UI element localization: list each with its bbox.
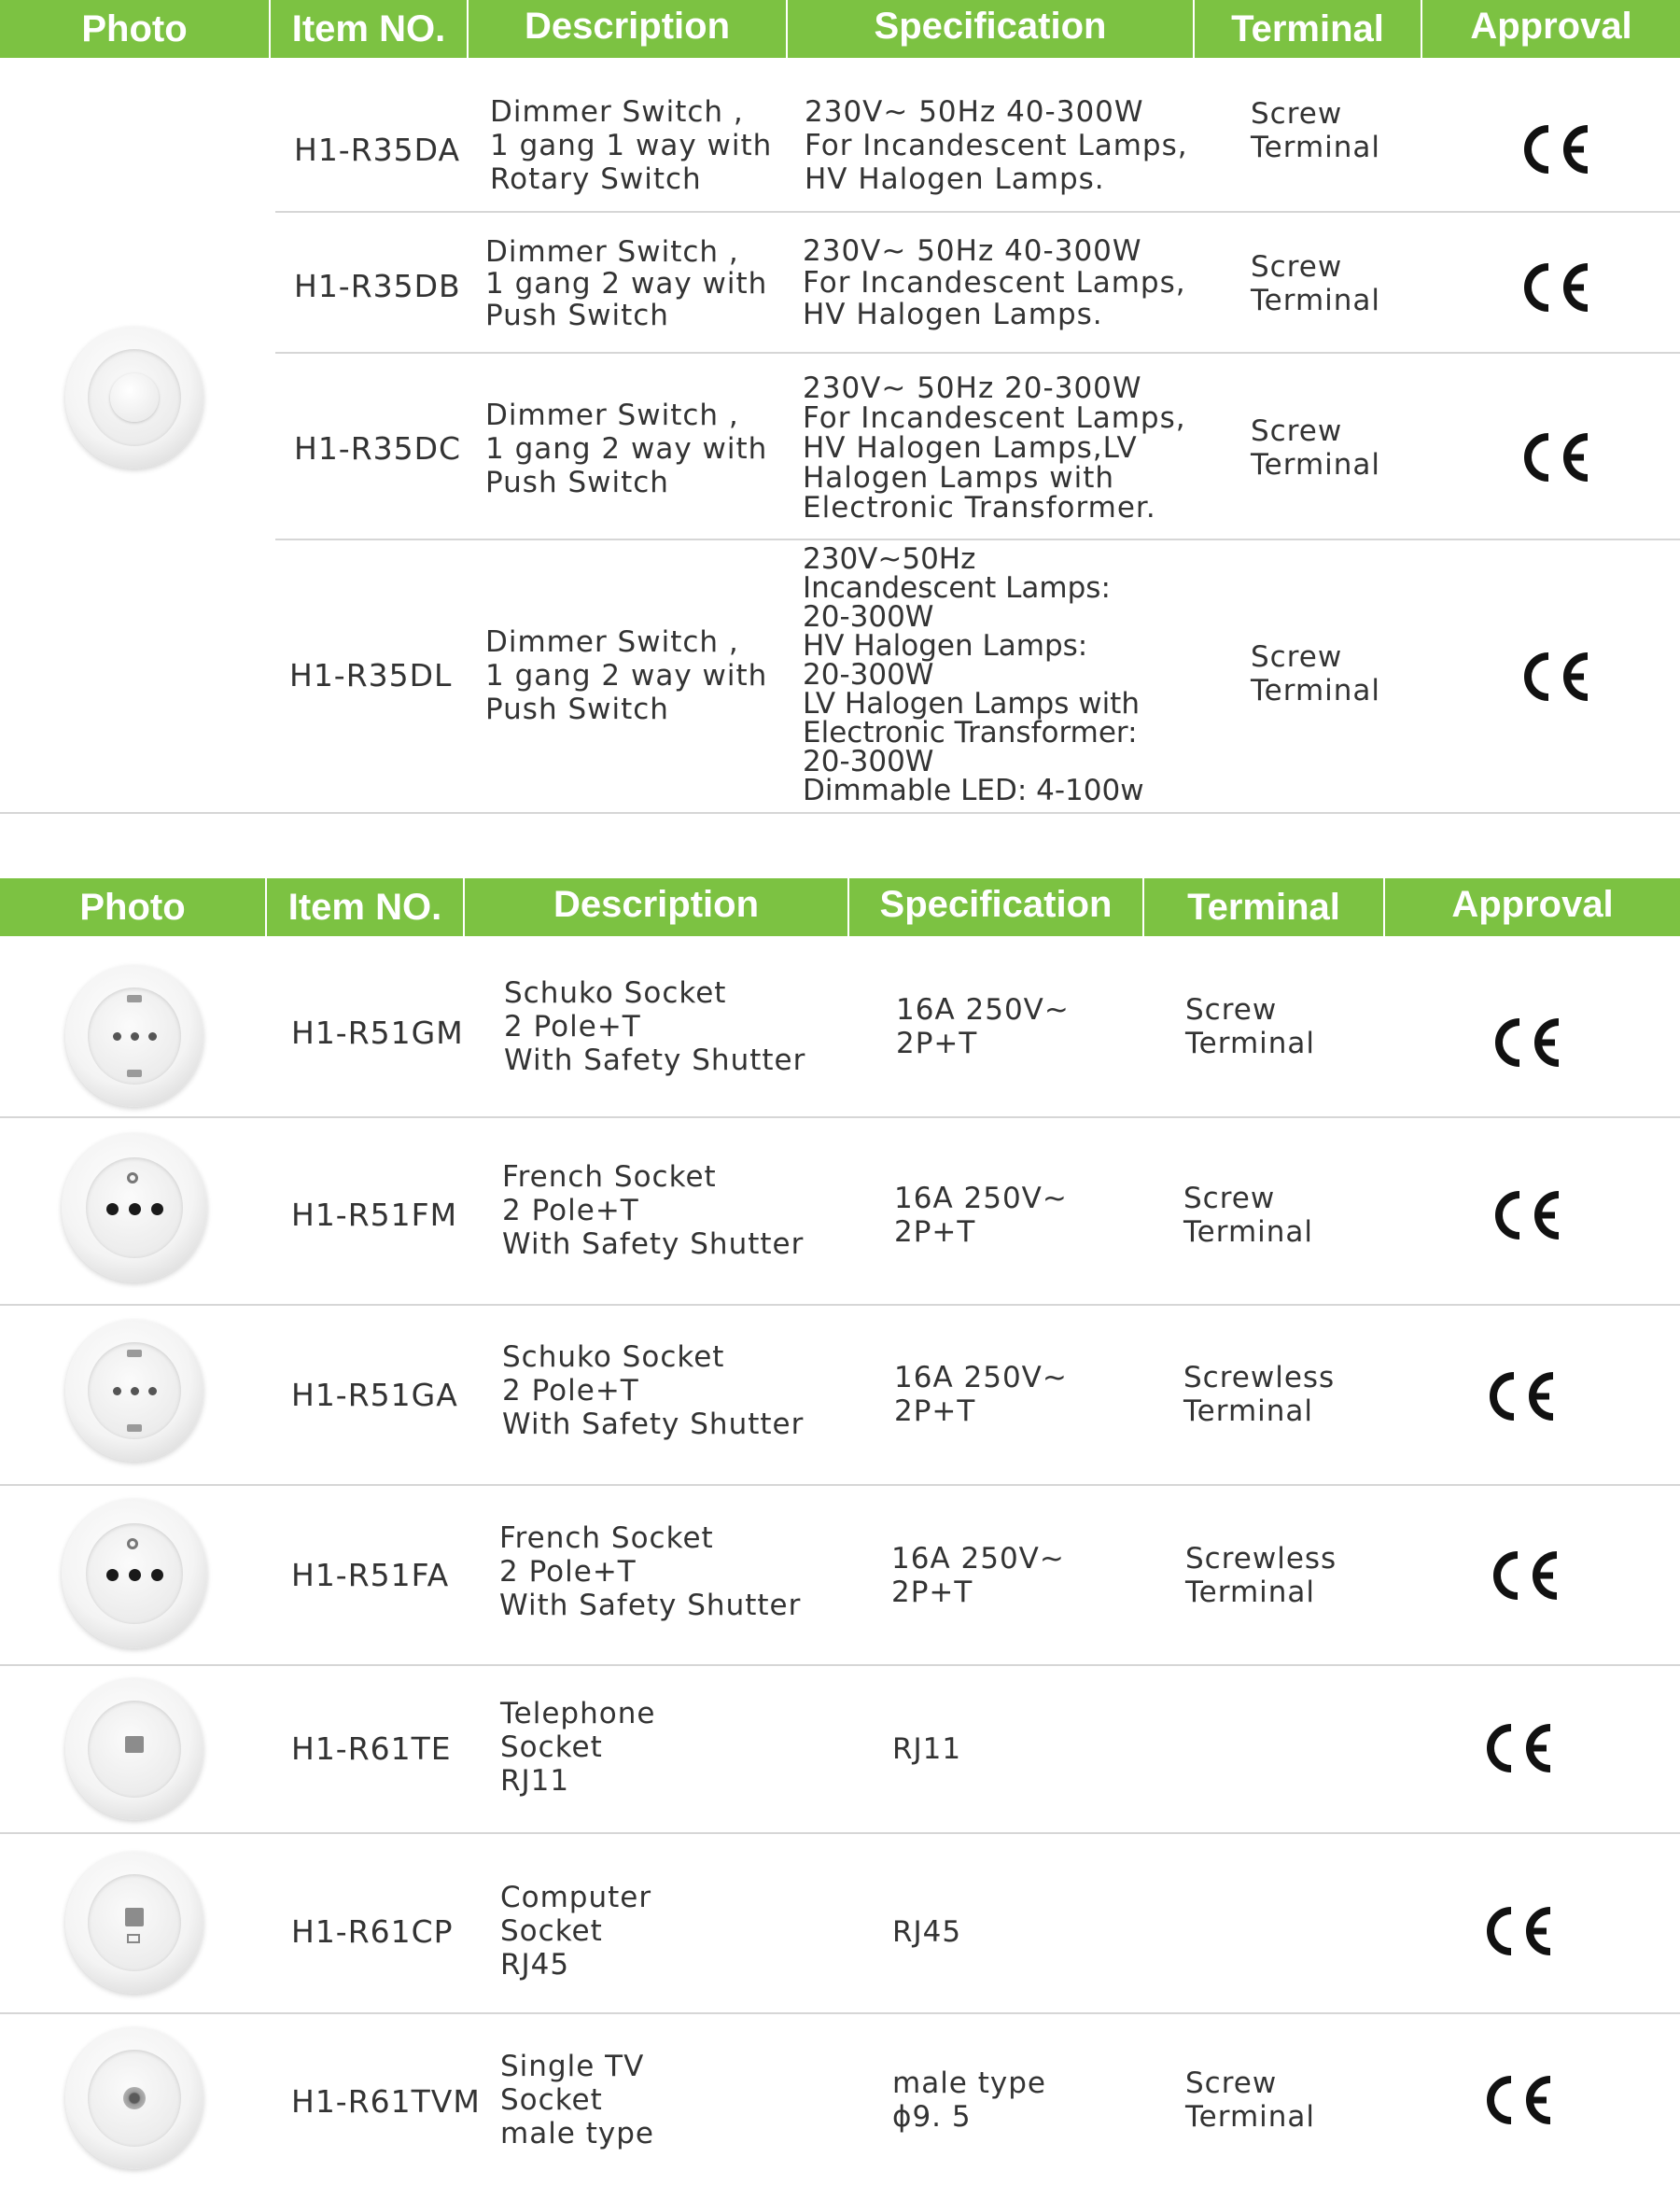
header-bar-top — [0, 0, 1680, 58]
item-number: H1-R51GA — [291, 1377, 458, 1413]
item-number: H1-R51FM — [291, 1197, 458, 1233]
pin-hole — [148, 1387, 157, 1395]
item-number: H1-R35DC — [294, 430, 462, 467]
terminal: Screw Terminal — [1251, 640, 1381, 707]
socket-face — [88, 987, 181, 1085]
item-number: H1-R35DL — [289, 657, 453, 693]
socket-face — [86, 1157, 183, 1258]
terminal: Screw Terminal — [1251, 414, 1381, 482]
tv-socket-photo — [65, 2027, 203, 2169]
terminal: Screwless Terminal — [1183, 1361, 1336, 1428]
pin-hole — [151, 1203, 163, 1215]
description: Dimmer Switch , 1 gang 2 way with Push Switch — [485, 399, 768, 499]
header-description: Description — [524, 6, 731, 47]
schuko-socket-photo — [65, 1320, 203, 1462]
item-number: H1-R51GM — [291, 1015, 464, 1051]
knob-center — [110, 373, 159, 422]
description: French Socket 2 Pole+T With Safety Shutter — [502, 1160, 805, 1261]
ce-mark-icon — [1488, 1187, 1562, 1243]
schuko-socket-photo — [65, 965, 203, 1107]
terminal: Screw Terminal — [1185, 2066, 1316, 2134]
ce-mark-icon — [1486, 1548, 1561, 1604]
header-approval: Approval — [1451, 884, 1614, 925]
french-socket-photo — [62, 1133, 207, 1282]
row-divider — [275, 352, 1680, 354]
row-divider — [275, 211, 1680, 213]
pin-hole — [129, 1569, 141, 1581]
header-item-no: Item NO. — [287, 887, 442, 928]
socket-face — [86, 1523, 183, 1624]
specification: 230V~50Hz Incandescent Lamps: 20-300W HV Halogen Lamps: 20-300W LV Halogen Lamps with Electronic Transformer: 20-300W Dimmable LED: 4-100w — [803, 542, 1144, 807]
pin-hole — [106, 1569, 119, 1581]
socket-face — [88, 1874, 181, 1971]
ce-mark-icon — [1517, 259, 1591, 315]
earth-clip — [127, 1424, 142, 1432]
earth-pin — [127, 1538, 138, 1549]
pin-hole — [131, 1387, 139, 1395]
specification: 230V~ 50Hz 40-300W For Incandescent Lamps, HV Halogen Lamps. — [803, 234, 1186, 331]
earth-clip — [127, 1070, 142, 1077]
description: Dimmer Switch , 1 gang 1 way with Rotary Switch — [490, 95, 773, 196]
french-socket-photo — [62, 1499, 207, 1648]
computer-icon — [127, 1934, 140, 1943]
header-bar-bottom — [0, 878, 1680, 936]
terminal: Screw Terminal — [1251, 250, 1381, 317]
ce-mark-icon — [1488, 1015, 1562, 1071]
description: French Socket 2 Pole+T With Safety Shutter — [499, 1521, 802, 1622]
earth-clip — [127, 995, 142, 1002]
item-number: H1-R35DA — [294, 132, 461, 168]
description: Telephone Socket RJ11 — [500, 1697, 656, 1798]
row-divider — [275, 539, 1680, 540]
terminal: Screw Terminal — [1183, 1182, 1314, 1249]
ce-mark-icon — [1517, 649, 1591, 705]
item-number: H1-R61CP — [291, 1913, 454, 1950]
terminal: Screwless Terminal — [1185, 1542, 1337, 1609]
header-specification: Specification — [874, 6, 1107, 47]
description: Dimmer Switch , 1 gang 2 way with Push Switch — [485, 625, 768, 726]
terminal: Screw Terminal — [1185, 993, 1316, 1060]
item-number: H1-R61TVM — [291, 2083, 481, 2120]
row-divider — [0, 2012, 1680, 2014]
ce-mark-icon — [1479, 1720, 1554, 1776]
earth-clip — [127, 1350, 142, 1357]
description: Computer Socket RJ45 — [500, 1881, 652, 1982]
header-item-no: Item NO. — [291, 8, 446, 49]
specification: RJ11 — [892, 1732, 962, 1766]
dimmer-knob — [88, 349, 181, 446]
pin-hole — [151, 1569, 163, 1581]
socket-face — [88, 1701, 181, 1798]
specification: 16A 250V~ 2P+T — [896, 993, 1070, 1060]
item-number: H1-R61TE — [291, 1730, 452, 1767]
computer-socket-photo — [65, 1852, 203, 1994]
socket-face — [88, 1342, 181, 1439]
description: Schuko Socket 2 Pole+T With Safety Shutter — [504, 976, 806, 1077]
pin-hole — [148, 1032, 157, 1041]
header-photo: Photo — [81, 8, 188, 49]
ce-mark-icon — [1479, 1903, 1554, 1959]
description: Single TV Socket male type — [500, 2050, 654, 2150]
description: Dimmer Switch , 1 gang 2 way with Push Switch — [485, 235, 768, 332]
description: Schuko Socket 2 Pole+T With Safety Shutter — [502, 1340, 805, 1441]
ce-mark-icon — [1482, 1368, 1557, 1424]
pin-hole — [131, 1032, 139, 1041]
terminal: Screw Terminal — [1251, 97, 1381, 164]
specification: 230V~ 50Hz 20-300W For Incandescent Lamps, HV Halogen Lamps,LV Halogen Lamps with Electronic Transformer. — [803, 371, 1186, 525]
earth-pin — [127, 1172, 138, 1184]
header-specification: Specification — [879, 884, 1113, 925]
row-divider — [0, 1304, 1680, 1306]
header-photo: Photo — [79, 887, 186, 928]
specification: 16A 250V~ 2P+T — [894, 1182, 1068, 1249]
ce-mark-icon — [1479, 2072, 1554, 2128]
pin-hole — [113, 1032, 121, 1041]
item-number: H1-R35DB — [294, 268, 461, 304]
telephone-socket-photo — [65, 1678, 203, 1820]
header-terminal: Terminal — [1231, 8, 1384, 49]
row-divider — [0, 1832, 1680, 1834]
pin-hole — [129, 1203, 141, 1215]
ce-mark-icon — [1517, 429, 1591, 485]
socket-face — [88, 2050, 181, 2147]
header-approval: Approval — [1470, 6, 1632, 47]
row-divider — [0, 1116, 1680, 1118]
rj11-port-icon — [125, 1736, 144, 1753]
coax-port-icon — [123, 2087, 146, 2109]
header-terminal: Terminal — [1187, 887, 1340, 928]
header-description: Description — [553, 884, 760, 925]
dimmer-photo — [65, 327, 203, 469]
specification: 16A 250V~ 2P+T — [894, 1361, 1068, 1428]
ce-mark-icon — [1517, 121, 1591, 177]
row-divider — [0, 1484, 1680, 1486]
specification: 16A 250V~ 2P+T — [891, 1542, 1065, 1609]
row-divider — [0, 1664, 1680, 1666]
specification: male type ϕ9. 5 — [892, 2066, 1046, 2134]
pin-hole — [106, 1203, 119, 1215]
item-number: H1-R51FA — [291, 1557, 450, 1593]
specification: 230V~ 50Hz 40-300W For Incandescent Lamps, HV Halogen Lamps. — [805, 95, 1188, 196]
specification: RJ45 — [892, 1915, 962, 1949]
pin-hole — [113, 1387, 121, 1395]
table-bottom-divider — [0, 812, 1680, 814]
rj45-port-icon — [125, 1908, 144, 1926]
